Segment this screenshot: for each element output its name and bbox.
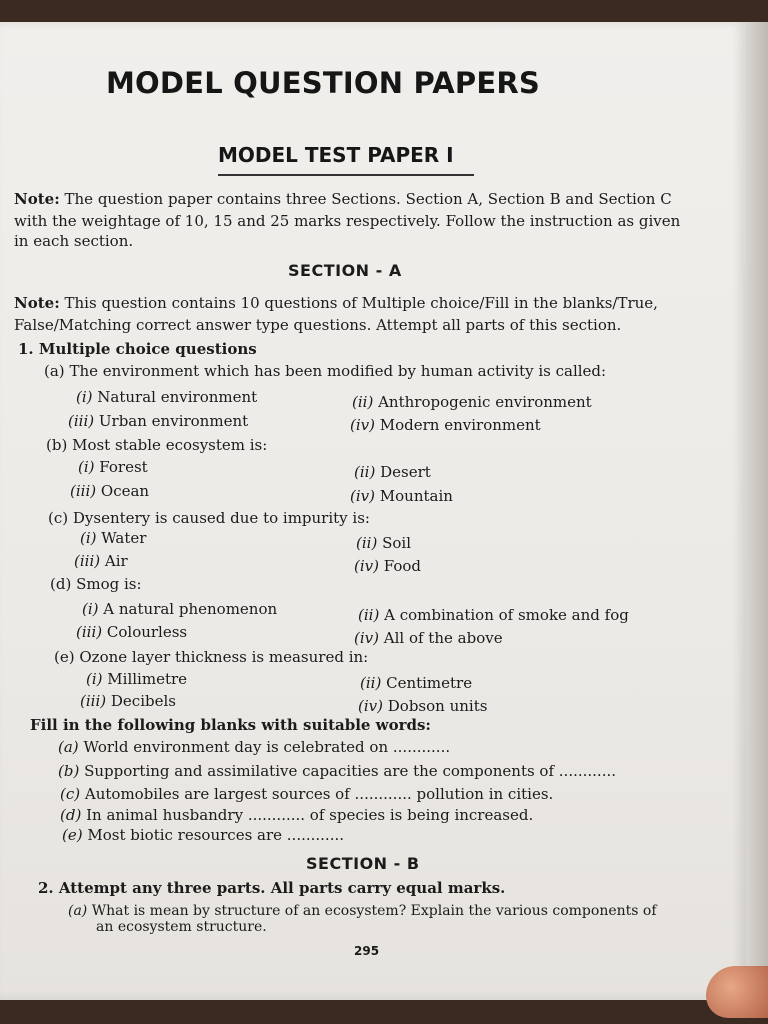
mcq-e-option-3: (iii) Decibels <box>80 692 176 710</box>
mcq-e-option-2: (ii) Centimetre <box>360 674 473 692</box>
note-label: Note: <box>14 294 60 312</box>
mcq-e-option-4: (iv) Dobson units <box>358 697 488 715</box>
fill-item-e: (e) Most biotic resources are ............ <box>62 826 345 844</box>
fill-item-c: (c) Automobiles are largest sources of ............ pollution in cities. <box>60 785 554 803</box>
mcq-c-option-1: (i) Water <box>80 529 147 547</box>
mcq-item-b: (b) Most stable ecosystem is: <box>46 436 268 454</box>
mcq-c-option-2: (ii) Soil <box>356 534 411 552</box>
mcq-b-option-2: (ii) Desert <box>354 463 431 481</box>
question-2a-line-1: (a) What is mean by structure of an ecosystem? Explain the various components of <box>68 903 657 919</box>
fill-item-d: (d) In animal husbandry ............ of species is being increased. <box>60 806 534 824</box>
mcq-a-option-3: (iii) Urban environment <box>68 412 249 430</box>
section-a-heading: SECTION - A <box>288 261 402 280</box>
note1-line-1: Note: The question paper contains three Sections. Section A, Section B and Section C <box>14 190 672 208</box>
page-title: MODEL QUESTION PAPERS <box>106 66 540 100</box>
question-1-heading: 1. Multiple choice questions <box>18 340 257 358</box>
mcq-b-option-4: (iv) Mountain <box>350 487 453 505</box>
note1-line-2: with the weightage of 10, 15 and 25 marks respectively. Follow the instruction as given <box>14 212 681 230</box>
mcq-b-option-3: (iii) Ocean <box>70 482 150 500</box>
mcq-b-option-1: (i) Forest <box>78 458 148 476</box>
page-number: 295 <box>354 944 380 958</box>
note-label: Note: <box>14 190 60 208</box>
fill-item-a: (a) World environment day is celebrated on ............ <box>58 738 451 756</box>
mcq-e-option-1: (i) Millimetre <box>86 670 188 688</box>
note1-line-3: in each section. <box>14 232 134 250</box>
mcq-d-option-2: (ii) A combination of smoke and fog <box>358 606 629 624</box>
mcq-a-option-1: (i) Natural environment <box>76 388 258 406</box>
fill-blanks-heading: Fill in the following blanks with suitable words: <box>30 716 431 734</box>
mcq-c-option-4: (iv) Food <box>354 557 422 575</box>
paper-subtitle: MODEL TEST PAPER I <box>218 143 454 167</box>
mcq-item-d: (d) Smog is: <box>50 575 142 593</box>
subtitle-underline <box>218 174 474 176</box>
page-edge <box>746 22 768 1000</box>
fill-item-b: (b) Supporting and assimilative capacities are the components of ............ <box>58 762 617 780</box>
mcq-a-option-4: (iv) Modern environment <box>350 416 541 434</box>
mcq-c-option-3: (iii) Air <box>74 552 128 570</box>
mcq-a-option-2: (ii) Anthropogenic environment <box>352 393 592 411</box>
section-b-heading: SECTION - B <box>306 854 420 873</box>
question-2-heading: 2. Attempt any three parts. All parts carry equal marks. <box>38 879 506 897</box>
mcq-item-c: (c) Dysentery is caused due to impurity is: <box>48 509 370 527</box>
section-a-note-line-1: Note: This question contains 10 questions of Multiple choice/Fill in the blanks/True, <box>14 294 658 312</box>
thumb-photo-artifact <box>706 966 768 1018</box>
mcq-d-option-3: (iii) Colourless <box>76 623 188 641</box>
mcq-item-a: (a) The environment which has been modified by human activity is called: <box>44 362 607 380</box>
mcq-item-e: (e) Ozone layer thickness is measured in: <box>54 648 369 666</box>
mcq-d-option-4: (iv) All of the above <box>354 629 503 647</box>
question-2a-line-2: an ecosystem structure. <box>96 919 267 935</box>
mcq-d-option-1: (i) A natural phenomenon <box>82 600 278 618</box>
section-a-note-line-2: False/Matching correct answer type questions. Attempt all parts of this section. <box>14 316 622 334</box>
